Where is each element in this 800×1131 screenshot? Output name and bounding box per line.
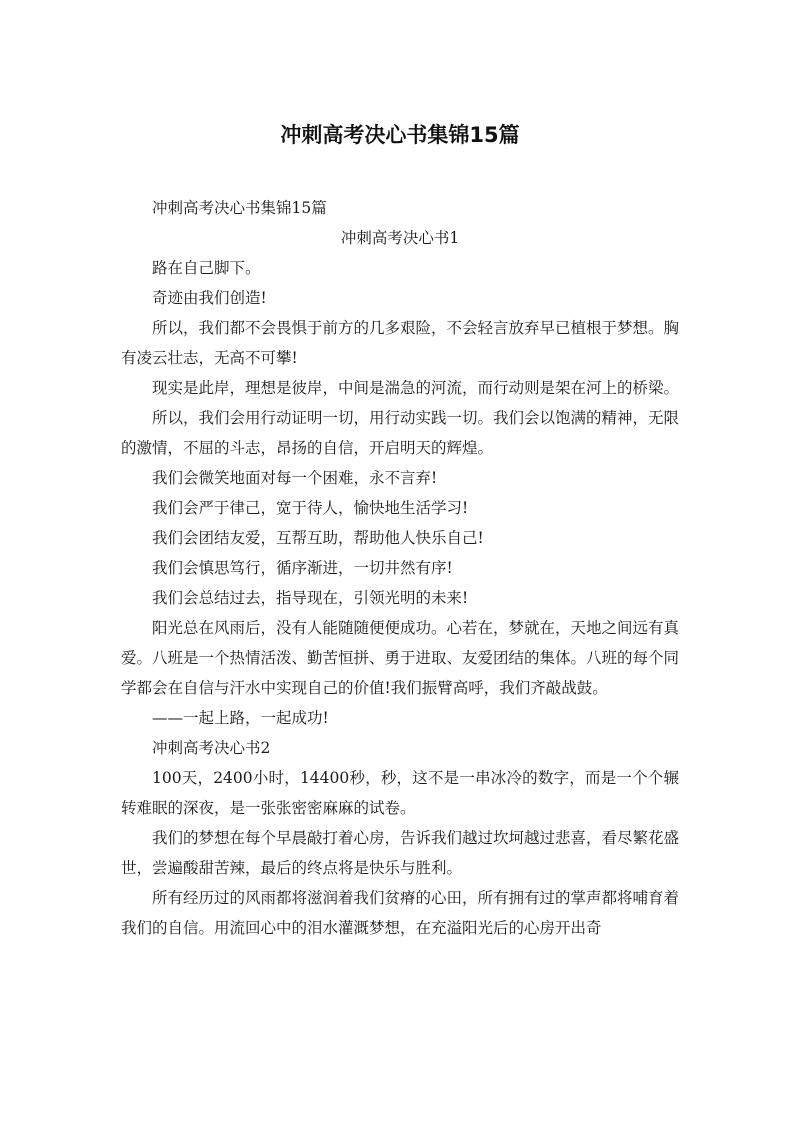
paragraph: 100天，2400小时，14400秒，秒，这不是一串冰冷的数字，而是一个个辗转难眠的深夜，是一张张密密麻麻的试卷。 (121, 769, 679, 817)
paragraph: 我们会微笑地面对每一个困难，永不言弃! (152, 469, 438, 487)
paragraph: 所以，我们都不会畏惧于前方的几多艰险，不会轻言放弃早已植根于梦想。胸有凌云壮志，无高不可攀! (121, 319, 680, 367)
paragraph: 阳光总在风雨后，没有人能随随便便成功。心若在，梦就在，天地之间远有真爱。八班是一个热情活泼、勤苦恒拼、勇于进取、友爱团结的集体。八班的每个同学都会在自信与汗水中实现自己的价值!我们振臂高呼，我们齐敲战鼓。 (121, 619, 680, 697)
subtitle-paragraph: 冲刺高考决心书集锦15篇 (152, 199, 327, 217)
paragraph: 我们会团结友爱，互帮互助，帮助他人快乐自己! (152, 529, 484, 547)
paragraph: 所有经历过的风雨都将滋润着我们贫瘠的心田，所有拥有过的掌声都将哺育着我们的自信。用流回心中的泪水灌溉梦想，在充溢阳光后的心房开出奇 (121, 889, 680, 937)
section-heading-1: 冲刺高考决心书1 (340, 229, 460, 247)
paragraph: 路在自己脚下。 (152, 259, 261, 277)
document-title: 冲刺高考决心书集锦15篇 (280, 123, 520, 147)
paragraph: 我们会慎思笃行，循序渐进，一切井然有序! (152, 559, 453, 577)
document-body (121, 193, 679, 943)
paragraph: 奇迹由我们创造! (152, 289, 267, 307)
paragraph: 我们会严于律己，宽于待人，愉快地生活学习! (152, 499, 469, 517)
paragraph: 我们的梦想在每个早晨敲打着心房，告诉我们越过坎坷越过悲喜，看尽繁花盛世，尝遍酸甜苦辣，最后的终点将是快乐与胜利。 (121, 829, 680, 877)
section-heading-2: 冲刺高考决心书2 (152, 739, 271, 757)
paragraph: ——一起上路，一起成功! (152, 709, 329, 727)
paragraph: 现实是此岸，理想是彼岸，中间是湍急的河流，而行动则是架在河上的桥梁。 (152, 379, 680, 397)
paragraph: 我们会总结过去，指导现在，引领光明的未来! (152, 589, 469, 607)
paragraph: 所以，我们会用行动证明一切，用行动实践一切。我们会以饱满的精神，无限的激情，不屈的斗志，昂扬的自信，开启明天的辉煌。 (121, 409, 680, 457)
